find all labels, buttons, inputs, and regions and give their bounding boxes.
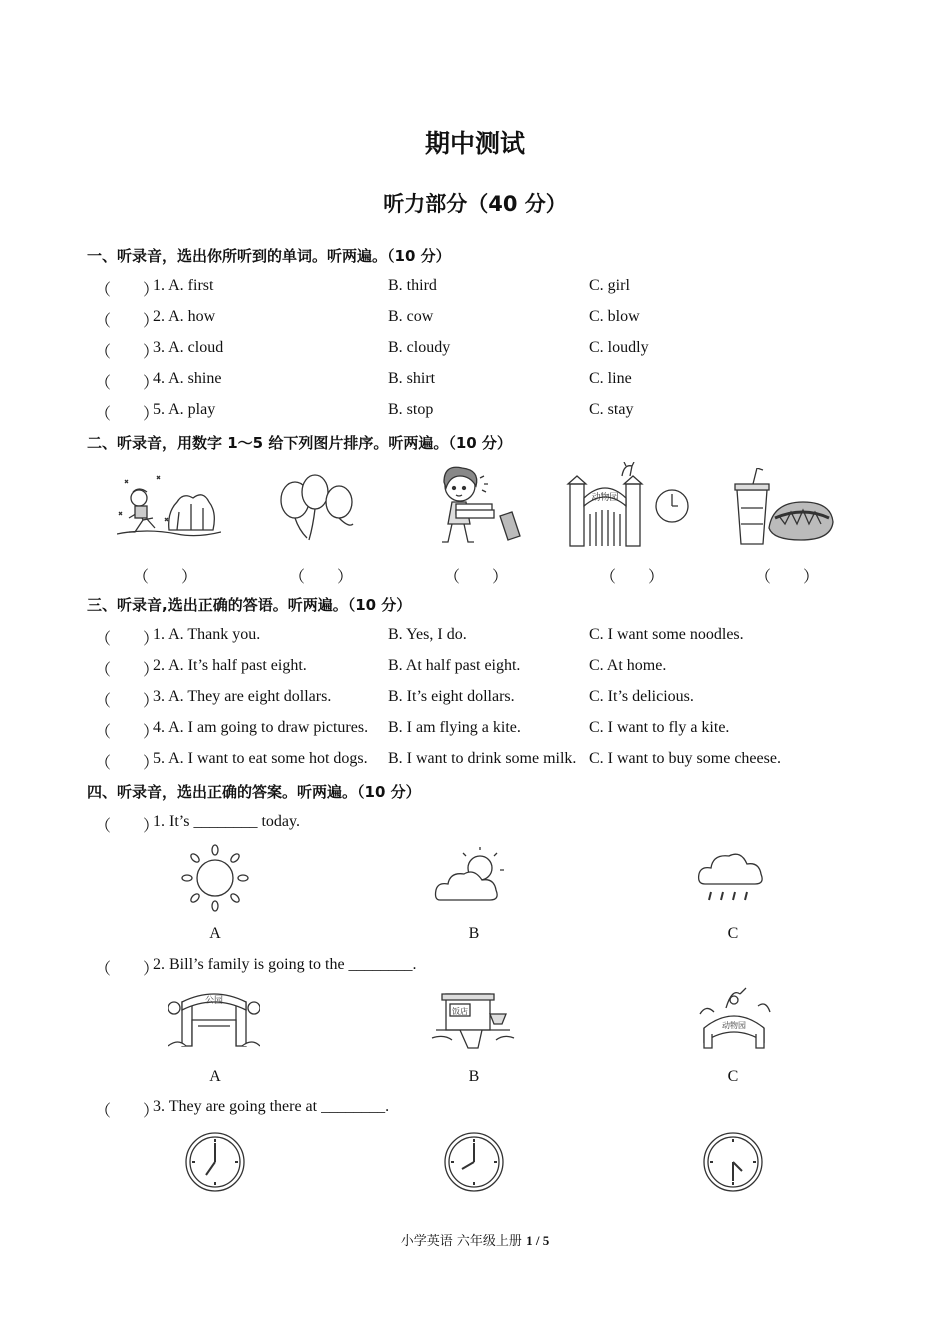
zoo-sign-text: 动物园 (591, 493, 619, 503)
answer-blank[interactable]: （ ） (600, 569, 665, 586)
answer-blank[interactable]: （ ） (95, 662, 160, 679)
balloons-icon (273, 472, 363, 544)
option-label: C (727, 1068, 739, 1085)
park-gate-icon (168, 986, 260, 1052)
option-c: C. loudly (589, 339, 649, 356)
option-c: C. blow (589, 308, 640, 325)
option-a: 2. A. It’s half past eight. (153, 657, 307, 674)
boy-running-icon (117, 472, 221, 548)
clock-eight-icon (443, 1131, 505, 1193)
park-sign-text: 公园 (204, 996, 224, 1006)
answer-blank[interactable]: （ ） (95, 818, 160, 835)
question-row (95, 370, 895, 392)
option-label: C (727, 925, 739, 942)
section-2-heading: 二、听录音，用数字 1～5 给下列图片排序。听两遍。（10 分） (87, 434, 512, 452)
option-a: 3. A. They are eight dollars. (153, 688, 332, 705)
answer-blank[interactable]: （ ） (755, 569, 820, 586)
answer-blank[interactable]: （ ） (95, 1103, 160, 1120)
option-c: C. It’s delicious. (589, 688, 694, 705)
question-row (95, 277, 895, 299)
section-title: 听力部分（40 分） (383, 192, 567, 216)
question-row (95, 813, 895, 835)
option-c: C. girl (589, 277, 630, 294)
option-b: B. Yes, I do. (388, 626, 467, 643)
question-stem: 2. Bill’s family is going to the ________. (153, 956, 417, 973)
option-label: B (468, 1068, 480, 1085)
option-b: B. I want to drink some milk. (388, 750, 577, 767)
answer-blank[interactable]: （ ） (444, 569, 509, 586)
option-b: B. third (388, 277, 437, 294)
option-a: 4. A. I am going to draw pictures. (153, 719, 369, 736)
question-row (95, 657, 895, 679)
section-4-heading: 四、听录音，选出正确的答案。听两遍。（10 分） (87, 783, 421, 801)
zoo-sign-text: 动物园 (722, 1021, 746, 1030)
answer-blank[interactable]: （ ） (95, 961, 160, 978)
option-c: C. At home. (589, 657, 667, 674)
clock-seven-icon (184, 1131, 246, 1193)
option-c: C. I want to fly a kite. (589, 719, 730, 736)
option-b: B. It’s eight dollars. (388, 688, 515, 705)
question-row (95, 308, 895, 330)
option-b: B. I am flying a kite. (388, 719, 521, 736)
question-stem: 3. They are going there at ________. (153, 1098, 390, 1115)
question-row (95, 339, 895, 361)
option-label: A (209, 1068, 221, 1085)
zoo-gate-clock-icon (566, 462, 694, 550)
option-a: 1. A. first (153, 277, 214, 294)
answer-blank[interactable]: （ ） (95, 693, 160, 710)
option-a: 5. A. play (153, 401, 216, 418)
restaurant-sign-text: 饭店 (452, 1007, 468, 1016)
answer-blank[interactable]: （ ） (95, 631, 160, 648)
question-row (95, 401, 895, 423)
option-c: C. line (589, 370, 632, 387)
option-a: 4. A. shine (153, 370, 222, 387)
section-3-heading: 三、听录音,选出正确的答语。听两遍。（10 分） (87, 596, 412, 614)
option-a: 5. A. I want to eat some hot dogs. (153, 750, 368, 767)
option-a: 3. A. cloud (153, 339, 224, 356)
restaurant-icon (430, 990, 516, 1050)
option-label: A (209, 925, 221, 942)
question-row (95, 626, 895, 648)
option-label: B (468, 925, 480, 942)
option-b: B. cow (388, 308, 434, 325)
answer-blank[interactable]: （ ） (95, 313, 160, 330)
answer-blank[interactable]: （ ） (95, 282, 160, 299)
question-row (95, 956, 895, 978)
zoo-icon (696, 984, 772, 1056)
answer-blank[interactable]: （ ） (95, 755, 160, 772)
option-b: B. At half past eight. (388, 657, 521, 674)
rain-cloud-icon (697, 850, 769, 906)
question-row (95, 719, 895, 741)
option-b: B. cloudy (388, 339, 451, 356)
drink-hotdog-icon (733, 468, 835, 548)
question-stem: 1. It’s ________ today. (153, 813, 300, 830)
partly-cloudy-icon (434, 846, 508, 904)
option-b: B. shirt (388, 370, 436, 387)
option-c: C. I want to buy some cheese. (589, 750, 781, 767)
option-a: 2. A. how (153, 308, 216, 325)
page-title: 期中测试 (424, 129, 525, 158)
answer-blank[interactable]: （ ） (95, 344, 160, 361)
question-row (95, 688, 895, 710)
clock-six-thirty-icon (702, 1131, 764, 1193)
answer-blank[interactable]: （ ） (95, 375, 160, 392)
question-row (95, 750, 895, 772)
answer-blank[interactable]: （ ） (289, 569, 354, 586)
footer-text: 小学英语 六年级上册 (400, 1234, 522, 1249)
question-row (95, 1098, 895, 1120)
option-b: B. stop (388, 401, 434, 418)
page-number: 1 / 5 (526, 1233, 550, 1248)
sun-icon (180, 843, 250, 913)
option-a: 1. A. Thank you. (153, 626, 261, 643)
girl-carrying-books-icon (430, 462, 530, 548)
page-footer (0, 1230, 950, 1249)
answer-blank[interactable]: （ ） (133, 569, 198, 586)
option-c: C. I want some noodles. (589, 626, 744, 643)
option-c: C. stay (589, 401, 634, 418)
answer-blank[interactable]: （ ） (95, 406, 160, 423)
section-1-heading: 一、听录音，选出你所听到的单词。听两遍。（10 分） (87, 247, 451, 265)
answer-blank[interactable]: （ ） (95, 724, 160, 741)
